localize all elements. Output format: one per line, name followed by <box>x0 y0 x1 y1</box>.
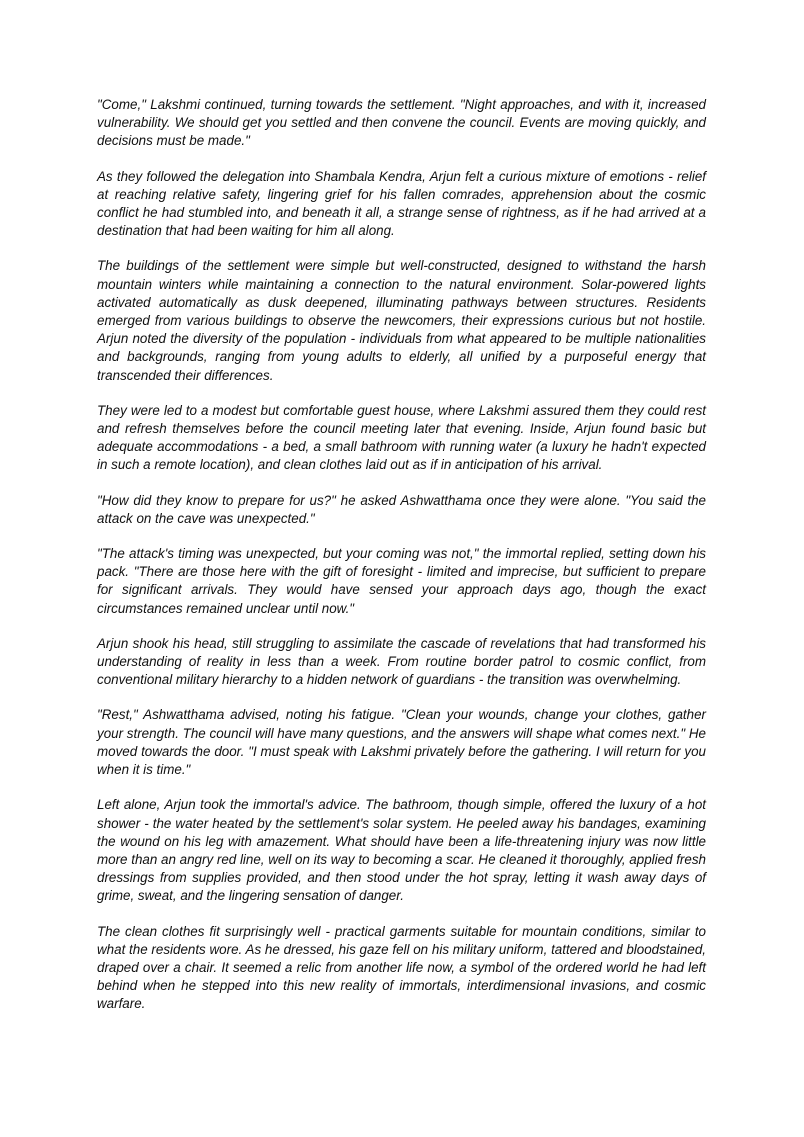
document-page <box>97 96 706 1031</box>
paragraph-7: Arjun shook his head, still struggling to assimilate the cascade of revelations that had transformed his understanding of reality in less than a week. From routine border patrol to cosmic conflict, from conventional military hierarchy to a hidden network of guardians - the transition was overwhelming. <box>97 635 706 688</box>
paragraph-5: "How did they know to prepare for us?" he asked Ashwatthama once they were alone. "You said the attack on the cave was unexpected." <box>97 492 706 526</box>
paragraph-10: The clean clothes fit surprisingly well - practical garments suitable for mountain conditions, similar to what the residents wore. As he dressed, his gaze fell on his military uniform, tattered and bloodstained, draped over a chair. It seemed a relic from another life now, a symbol of the ordered world he had left behind when he stepped into this new reality of immortals, interdimensional invasions, and cosmic warfare. <box>97 923 706 1012</box>
paragraph-8: "Rest," Ashwatthama advised, noting his fatigue. "Clean your wounds, change your clothes, gather your strength. The council will have many questions, and the answers will shape what comes next." He moved towards the door. "I must speak with Lakshmi privately before the gathering. I will return for you when it is time." <box>97 707 706 778</box>
paragraph-4: They were led to a modest but comfortable guest house, where Lakshmi assured them they could rest and refresh themselves before the council meeting later that evening. Inside, Arjun found basic but adequate accommodations - a bed, a small bathroom with running water (a luxury he hadn't expected in such a remote location), and clean clothes laid out as if in anticipation of his arrival. <box>97 402 706 473</box>
paragraph-9: Left alone, Arjun took the immortal's advice. The bathroom, though simple, offered the luxury of a hot shower - the water heated by the settlement's solar system. He peeled away his bandages, examining the wound on his leg with amazement. What should have been a life-threatening injury was now little more than an angry red line, well on its way to becoming a scar. He cleaned it thoroughly, applied fresh dressings from supplies provided, and then stood under the hot spray, letting it wash away days of grime, sweat, and the lingering sensation of danger. <box>97 797 706 904</box>
paragraph-3: The buildings of the settlement were simple but well-constructed, designed to withstand the harsh mountain winters while maintaining a connection to the natural environment. Solar-powered lights activated automatically as dusk deepened, illuminating pathways between structures. Residents emerged from various buildings to observe the newcomers, their expressions curious but not hostile. Arjun noted the diversity of the population - individuals from what appeared to be multiple nationalities and backgrounds, ranging from young adults to elderly, all unified by a purposeful energy that transcended their differences. <box>97 258 706 383</box>
paragraph-2: As they followed the delegation into Shambala Kendra, Arjun felt a curious mixture of emotions - relief at reaching relative safety, lingering grief for his fallen comrades, apprehension about the cosmic conflict he had stumbled into, and beneath it all, a strange sense of rightness, as if he had arrived at a destination that had been waiting for him all along. <box>97 168 706 239</box>
paragraph-6: "The attack's timing was unexpected, but your coming was not," the immortal replied, setting down his pack. "There are those here with the gift of foresight - limited and imprecise, but sufficient to prepare for significant arrivals. They would have sensed your approach days ago, though the exact circumstances remained unclear until now." <box>97 546 706 616</box>
paragraph-1: "Come," Lakshmi continued, turning towards the settlement. "Night approaches, and with it, increased vulnerability. We should get you settled and then convene the council. Events are moving quickly, and decisions must be made." <box>97 97 706 149</box>
